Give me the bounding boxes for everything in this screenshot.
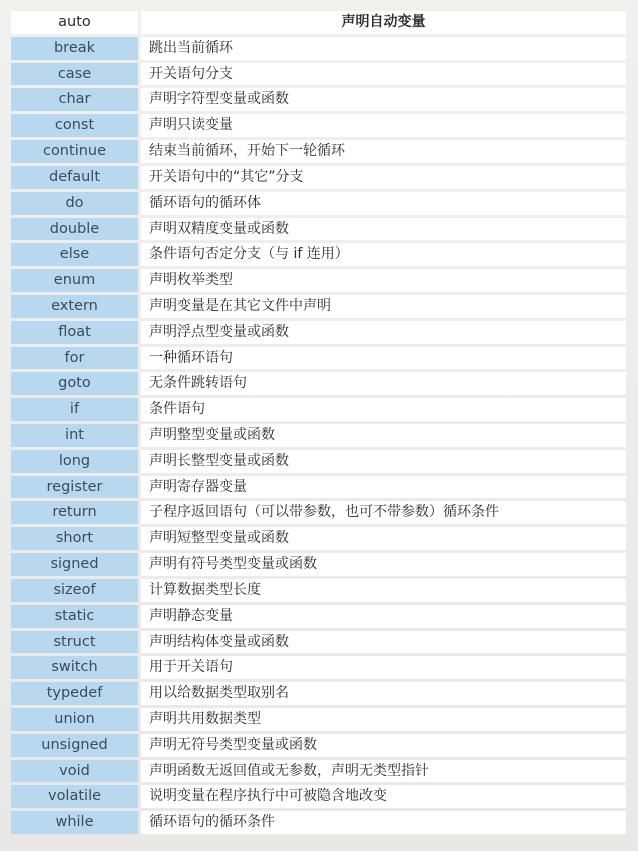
keyword-cell: float <box>11 321 138 344</box>
description-cell: 声明短整型变量或函数 <box>141 527 626 550</box>
table-row <box>11 708 626 731</box>
table-row <box>11 734 626 757</box>
description-cell: 声明共用数据类型 <box>141 708 626 731</box>
keyword-cell: long <box>11 450 138 473</box>
keyword-cell: enum <box>11 269 138 292</box>
keyword-cell: typedef <box>11 682 138 705</box>
table-row <box>11 579 626 602</box>
table-row <box>11 553 626 576</box>
description-cell: 声明枚举类型 <box>141 269 626 292</box>
keyword-cell: while <box>11 811 138 834</box>
table-row <box>11 476 626 499</box>
keyword-cell: int <box>11 424 138 447</box>
table-row <box>11 166 626 189</box>
keyword-cell: else <box>11 243 138 266</box>
description-cell: 循环语句的循环条件 <box>141 811 626 834</box>
description-cell: 计算数据类型长度 <box>141 579 626 602</box>
keyword-cell: switch <box>11 656 138 679</box>
keyword-cell: goto <box>11 372 138 395</box>
keyword-table <box>11 8 626 837</box>
description-cell: 声明浮点型变量或函数 <box>141 321 626 344</box>
keyword-cell: void <box>11 760 138 783</box>
table-row <box>11 424 626 447</box>
keyword-cell: return <box>11 501 138 524</box>
table-body <box>11 37 626 834</box>
table-row <box>11 501 626 524</box>
table-row <box>11 682 626 705</box>
keyword-cell: short <box>11 527 138 550</box>
keyword-cell: break <box>11 37 138 60</box>
table-row <box>11 450 626 473</box>
keyword-cell: case <box>11 63 138 86</box>
table-row <box>11 218 626 241</box>
description-cell: 开关语句分支 <box>141 63 626 86</box>
table-row <box>11 37 626 60</box>
table-row <box>11 295 626 318</box>
description-cell: 用于开关语句 <box>141 656 626 679</box>
description-cell: 声明有符号类型变量或函数 <box>141 553 626 576</box>
table-row <box>11 605 626 628</box>
description-cell: 声明长整型变量或函数 <box>141 450 626 473</box>
description-cell: 说明变量在程序执行中可被隐含地改变 <box>141 785 626 808</box>
header-keyword: auto <box>11 11 138 34</box>
description-cell: 无条件跳转语句 <box>141 372 626 395</box>
table-row <box>11 631 626 654</box>
table-row <box>11 243 626 266</box>
keyword-cell: struct <box>11 631 138 654</box>
header-description: 声明自动变量 <box>141 11 626 34</box>
description-cell: 条件语句 <box>141 398 626 421</box>
keyword-cell: do <box>11 192 138 215</box>
description-cell: 一种循环语句 <box>141 347 626 370</box>
table-row <box>11 269 626 292</box>
table-header-row <box>11 11 626 34</box>
keyword-cell: continue <box>11 140 138 163</box>
description-cell: 子程序返回语句（可以带参数，也可不带参数）循环条件 <box>141 501 626 524</box>
description-cell: 声明字符型变量或函数 <box>141 88 626 111</box>
table-row <box>11 372 626 395</box>
description-cell: 开关语句中的“其它”分支 <box>141 166 626 189</box>
keyword-cell: signed <box>11 553 138 576</box>
description-cell: 声明无符号类型变量或函数 <box>141 734 626 757</box>
description-cell: 条件语句否定分支（与 if 连用） <box>141 243 626 266</box>
keyword-cell: sizeof <box>11 579 138 602</box>
description-cell: 声明变量是在其它文件中声明 <box>141 295 626 318</box>
table-row <box>11 140 626 163</box>
table-row <box>11 347 626 370</box>
description-cell: 循环语句的循环体 <box>141 192 626 215</box>
description-cell: 声明整型变量或函数 <box>141 424 626 447</box>
keyword-cell: char <box>11 88 138 111</box>
description-cell: 结束当前循环，开始下一轮循环 <box>141 140 626 163</box>
table-row <box>11 192 626 215</box>
keyword-cell: volatile <box>11 785 138 808</box>
description-cell: 声明只读变量 <box>141 114 626 137</box>
table-row <box>11 811 626 834</box>
table-row <box>11 398 626 421</box>
table-row <box>11 63 626 86</box>
table-row <box>11 321 626 344</box>
keyword-cell: extern <box>11 295 138 318</box>
keyword-cell: static <box>11 605 138 628</box>
description-cell: 跳出当前循环 <box>141 37 626 60</box>
description-cell: 声明寄存器变量 <box>141 476 626 499</box>
keyword-cell: double <box>11 218 138 241</box>
keyword-cell: unsigned <box>11 734 138 757</box>
keyword-cell: union <box>11 708 138 731</box>
table-row <box>11 88 626 111</box>
table-row <box>11 527 626 550</box>
keyword-cell: default <box>11 166 138 189</box>
description-cell: 声明双精度变量或函数 <box>141 218 626 241</box>
keyword-cell: if <box>11 398 138 421</box>
keyword-cell: for <box>11 347 138 370</box>
keyword-cell: const <box>11 114 138 137</box>
table-row <box>11 656 626 679</box>
table-row <box>11 114 626 137</box>
description-cell: 声明结构体变量或函数 <box>141 631 626 654</box>
table-row <box>11 760 626 783</box>
description-cell: 声明函数无返回值或无参数，声明无类型指针 <box>141 760 626 783</box>
keyword-cell: register <box>11 476 138 499</box>
table-row <box>11 785 626 808</box>
description-cell: 用以给数据类型取别名 <box>141 682 626 705</box>
description-cell: 声明静态变量 <box>141 605 626 628</box>
